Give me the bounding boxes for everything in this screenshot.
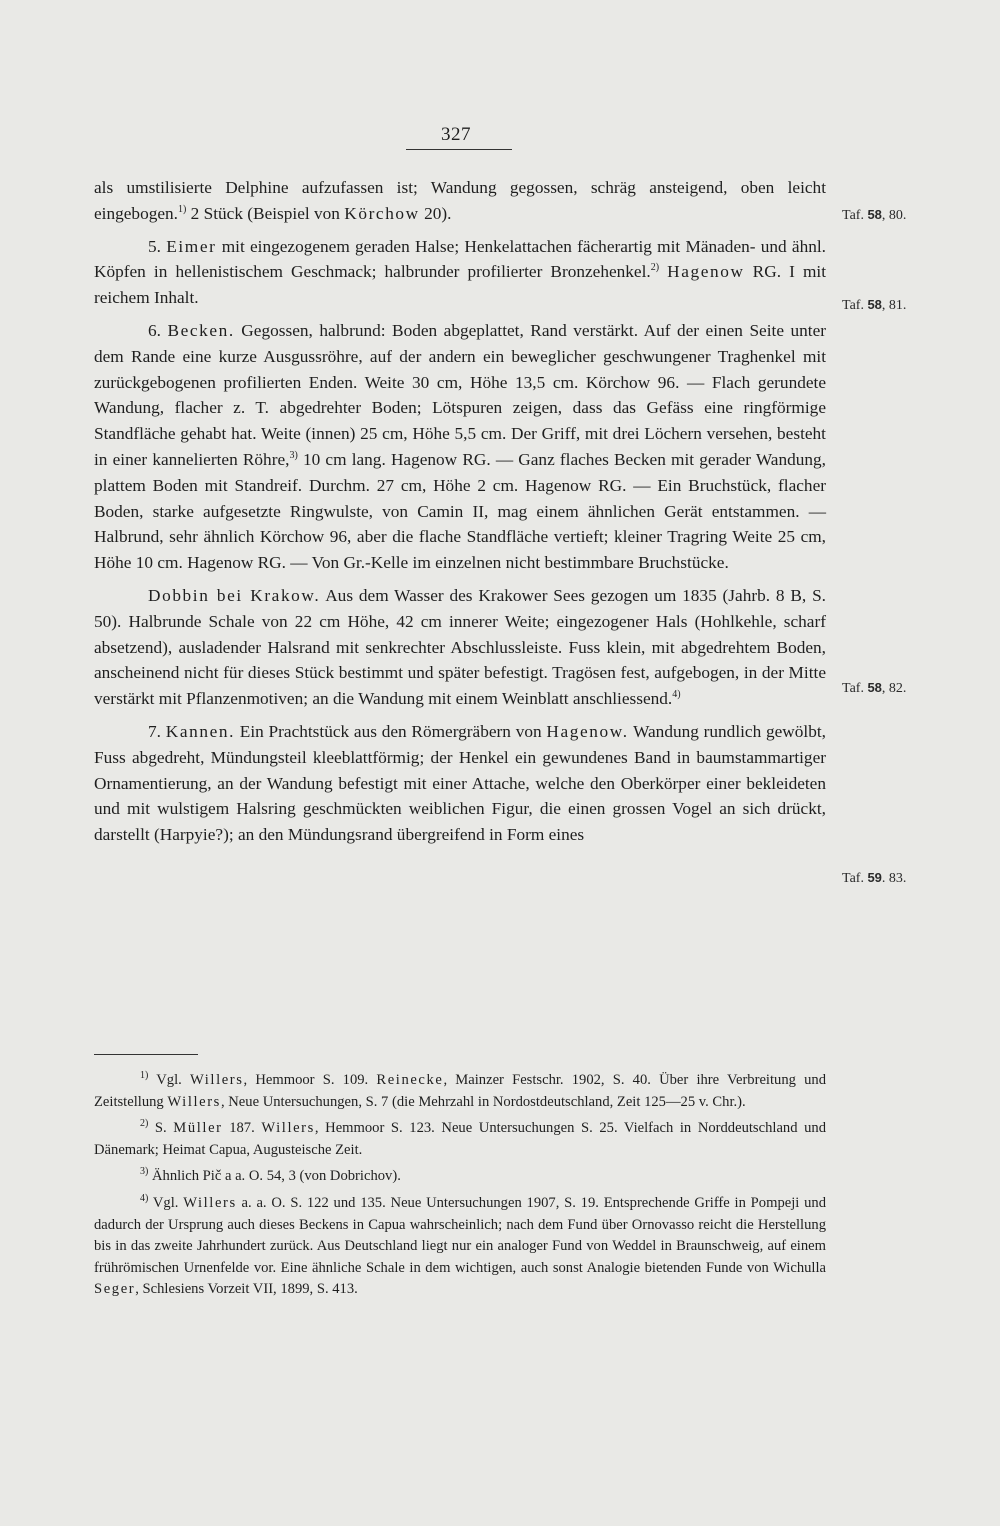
paragraph-kannen: 7. Kannen. Ein Prachtstück aus den Römergräbern von Hagenow. Wandung rundlich gewölbt, Fuss abgedreht, Mündungsteil kleeblattförmig; der Henkel ein gewundenes Band in baumstammartiger Ornamentierung, an der Wandung befestigt mit einer Attache, welche den Oberkörper einer bekleideten und mit wulstigem Halsring geschmückten weiblichen Figur, die einen grossen Vogel an sich drückt, darstellt (Harpyie?); an den Mündungsrand übergreifend in Form eines	[94, 721, 826, 845]
paragraph-becken: 6. Becken. Gegossen, halbrund: Boden abgeplattet, Rand verstärkt. Auf der einen Seite unter dem Rande eine kurze Ausgussröhre, auf der andern ein beweglicher geschwungener Traghenkel mit zurückgebogenen profilierten Enden. Weite 30 cm, Höhe 13,5 cm. Körchow 96. — Flach gerundete Wandung, flacher z. T. abgedrehter Boden; Lötspuren zeigen, dass das Gefäss eine ringförmige Standfläche gehabt hat. Weite (innen) 25 cm, Höhe 5,5 cm. Der Griff, mit drei Löchern versehen, besteht in einer kannelierten Röhre,$^{3)}$ 10 cm lang. Hagenow RG. — Ganz flaches Becken mit gerader Wandung, plattem Boden mit Standreif. Durchm. 27 cm, Höhe 2 cm. Hagenow RG. — Ein Bruchstück, flacher Boden, starke aufgesetzte Ringwulste, von Camin II, mag einem ähnlichen Gerät entstammen. — Halbrund, sehr ähnlich Körchow 96, aber die flache Standfläche vertieft; kleiner Tragring Weite 25 cm, Höhe 10 cm. Hagenow RG. — Von Gr.-Kelle im einzelnen nicht bestimmbare Bruchstücke.	[94, 320, 827, 573]
footnote-ref-1: 1)	[177, 204, 187, 216]
place-name: Hagenow.	[546, 721, 629, 741]
footnotes	[94, 1070, 826, 1301]
paragraph-eimer: 5. Eimer mit eingezogenem geraden Halse; Henkelattachen fächerartig mit Mänaden- und ähnl. Köpfen in hellenistischem Geschmack; halbrunder profilierter Bronzehenkel.$^{2)}$ Hagenow RG. I mit reichem Inhalt.	[94, 236, 826, 308]
footnote-2: $^{2)}$ S. Müller 187. Willers, Hemmoor S. 123. Neue Untersuchungen S. 25. Vielfach in Norddeutschland und Dänemark; Heimat Capua, Augusteische Zeit.	[94, 1118, 826, 1158]
header-rule	[406, 149, 512, 150]
place-name: Körchow	[344, 203, 420, 223]
main-text	[94, 175, 826, 848]
footnote-rule	[94, 1054, 198, 1055]
page-number: 327	[441, 124, 471, 145]
place-name: Dobbin bei Krakow.	[148, 585, 321, 605]
place-name: Hagenow	[667, 262, 745, 282]
section-term: Becken.	[167, 320, 235, 340]
plate-reference: Taf. 59. 83.	[842, 870, 907, 886]
plate-reference: Taf. 58, 81.	[842, 297, 907, 313]
footnote-3: $^{3)}$ Ähnlich Pič a a. O. 54, 3 (von Dobrichov).	[140, 1166, 401, 1185]
footnote-ref-2: 2)	[650, 262, 660, 274]
footnote-ref-4: 4)	[672, 689, 681, 701]
footnote-ref-3: 3)	[289, 450, 298, 462]
section-term: Eimer	[166, 236, 217, 256]
paragraph-delphine: als umstilisierte Delphine aufzufassen ist; Wandung gegossen, schräg ansteigend, oben leicht eingebogen.$^{1)}$ 2 Stück (Beispiel von Körchow 20).	[94, 178, 826, 223]
footnote-1: $^{1)}$ Vgl. Willers, Hemmoor S. 109. Reinecke, Mainzer Festschr. 1902, S. 40. Über ihre Verbreitung und Zeitstellung Willers, Neue Untersuchungen, S. 7 (die Mehrzahl in Nordostdeutschland, Zeit 125—25 v. Chr.).	[94, 1070, 826, 1110]
footnote-4: $^{4)}$ Vgl. Willers a. a. O. S. 122 und 135. Neue Untersuchungen 1907, S. 19. Entsprechende Griffe in Pompeji und dadurch der Ursprung auch dieses Beckens in Capua wahrscheinlich; nach dem Fund über Ornovasso reicht die Herstellung bis in das zweite Jahrhundert zurück. Aus Deutschland liegt nur ein analoger Fund von Weddel in Braunschweig, auf einem frührömischen Urnenfelde vor. Eine ähnliche Schale in dem wichtigen, auch sonst Analogie bietenden Funde von Wichulla Seger, Schlesiens Vorzeit VII, 1899, S. 413.	[94, 1193, 826, 1298]
paragraph-dobbin: Dobbin bei Krakow. Aus dem Wasser des Krakower Sees gezogen um 1835 (Jahrb. 8 B, S. 50). Halbrunde Schale von 22 cm Höhe, 42 cm innerer Weite; eingezogener Hals (Hohlkehle, scharf absetzend), ausladender Halsrand mit senkrechter Abschlussleiste. Fuss klein, mit abgedrehtem Boden, anscheinend nicht für dieses Stück bestimmt und später befestigt. Tragösen fest, aufgebogen, in der Mitte verstärkt mit Pflanzenmotiven; an die Wandung mit einem Weinblatt anschliessend.$^{4)}$	[94, 585, 826, 709]
section-term: Kannen.	[165, 721, 235, 741]
plate-reference: Taf. 58, 80.	[842, 207, 907, 223]
plate-reference: Taf. 58, 82.	[842, 680, 907, 696]
